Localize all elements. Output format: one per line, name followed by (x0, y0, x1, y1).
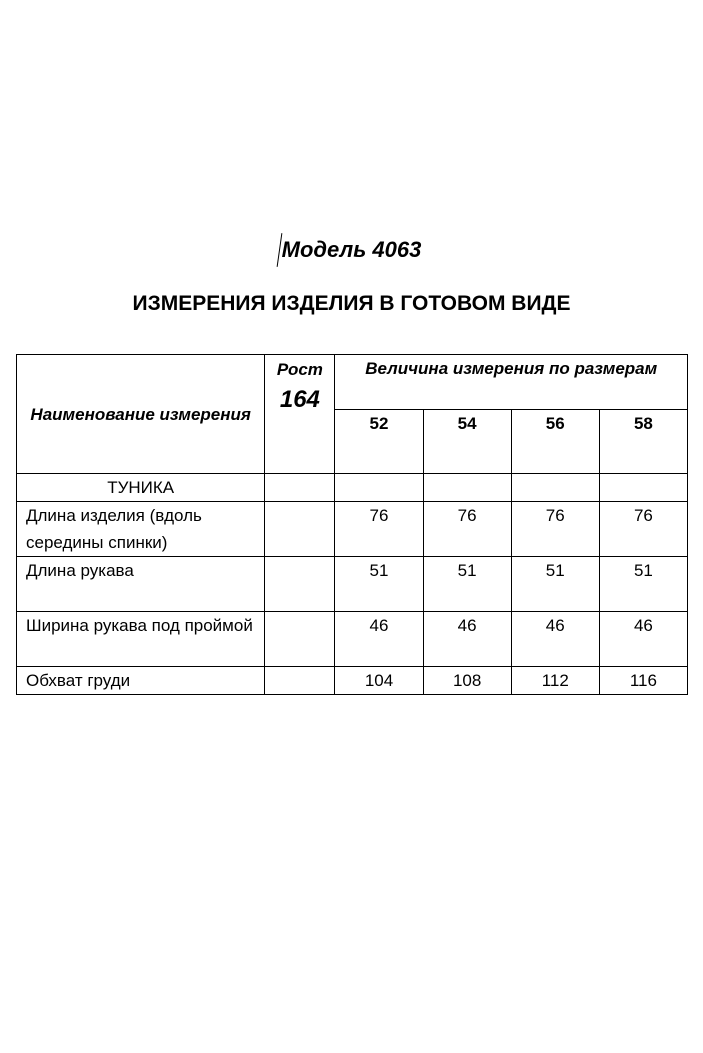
value-cell: 108 (423, 667, 511, 695)
value-cell: 116 (599, 667, 687, 695)
empty-cell (423, 474, 511, 502)
measurement-name: Ширина рукава под проймой (17, 612, 265, 667)
value-cell: 46 (599, 612, 687, 667)
model-title-text: Модель 4063 (281, 237, 422, 262)
size-header: 54 (423, 410, 511, 474)
value-cell: 46 (423, 612, 511, 667)
rost-label: Рост (276, 360, 323, 379)
empty-cell (599, 474, 687, 502)
size-header: 52 (335, 410, 423, 474)
rost-cell (265, 612, 335, 667)
name-column-header: Наименование измерения (17, 355, 265, 474)
size-header: 56 (511, 410, 599, 474)
table-row (17, 612, 688, 667)
value-cell: 46 (335, 612, 423, 667)
measurement-name: Длина изделия (вдоль середины спинки) (17, 502, 265, 557)
rost-cell (265, 557, 335, 612)
size-header: 58 (599, 410, 687, 474)
empty-cell (335, 474, 423, 502)
rost-value: 164 (279, 386, 320, 413)
value-cell: 76 (335, 502, 423, 557)
value-cell: 51 (423, 557, 511, 612)
value-cell: 104 (335, 667, 423, 695)
measurement-name: Обхват груди (17, 667, 265, 695)
value-cell: 112 (511, 667, 599, 695)
value-cell: 76 (511, 502, 599, 557)
measurement-name: Длина рукава (17, 557, 265, 612)
model-title (0, 233, 703, 267)
value-cell: 76 (599, 502, 687, 557)
rost-cell (265, 667, 335, 695)
rost-column-header (265, 355, 335, 474)
table-row (17, 557, 688, 612)
value-cell: 51 (599, 557, 687, 612)
page-heading: ИЗМЕРЕНИЯ ИЗДЕЛИЯ В ГОТОВОМ ВИДЕ (132, 292, 571, 315)
rost-cell (265, 502, 335, 557)
table-row (17, 502, 688, 557)
table-row (17, 667, 688, 695)
section-label: ТУНИКА (17, 474, 265, 502)
size-group-header: Величина измерения по размерам (335, 355, 688, 410)
value-cell: 51 (335, 557, 423, 612)
value-cell: 51 (511, 557, 599, 612)
section-row (17, 474, 688, 502)
empty-cell (265, 474, 335, 502)
value-cell: 76 (423, 502, 511, 557)
header-row-1 (17, 355, 688, 410)
measurement-table (16, 354, 688, 695)
value-cell: 46 (511, 612, 599, 667)
empty-cell (511, 474, 599, 502)
